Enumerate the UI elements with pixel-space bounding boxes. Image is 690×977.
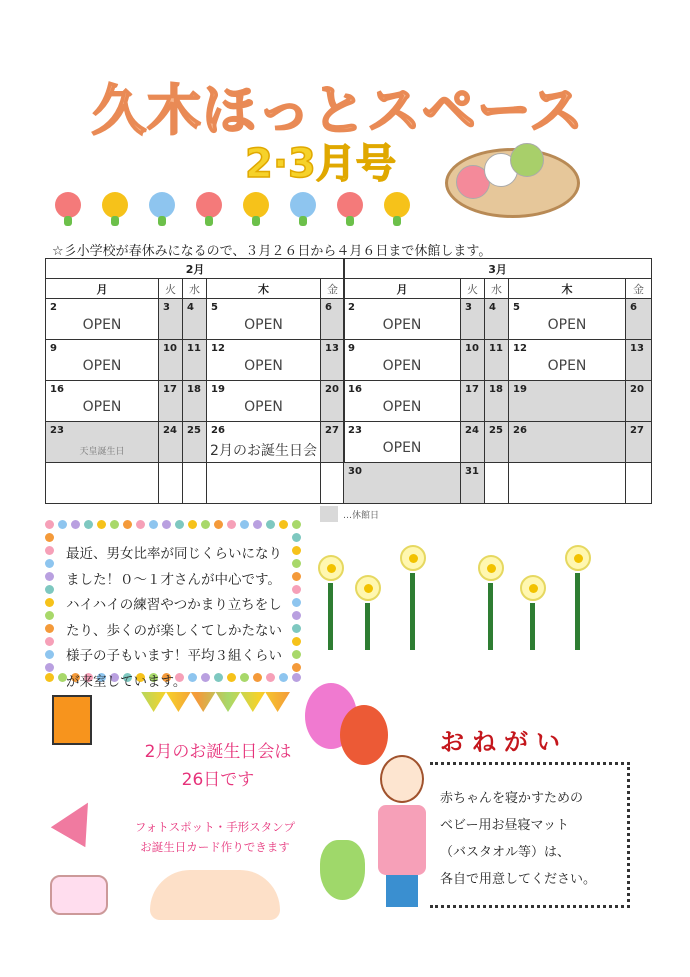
- border-dot: [292, 650, 301, 659]
- day-number: 24: [163, 425, 177, 436]
- tulip-icon: [384, 192, 410, 218]
- day-status: OPEN: [82, 399, 122, 415]
- day-number: 23: [348, 425, 362, 436]
- weekday-header: 火: [461, 279, 485, 299]
- day-status: OPEN: [547, 317, 587, 333]
- border-dot: [292, 673, 301, 682]
- day-number: 13: [630, 343, 644, 354]
- border-dot: [97, 520, 106, 529]
- day-number: 26: [513, 425, 527, 436]
- day-cell: [485, 463, 509, 504]
- day-number: 5: [211, 302, 218, 313]
- border-dot: [45, 611, 54, 620]
- calendar-week-row: [344, 422, 652, 463]
- border-dot: [292, 533, 301, 542]
- closed-day-cell: [183, 299, 207, 340]
- narcissus-flower-icon: [478, 555, 504, 581]
- weekday-header: 月: [344, 279, 461, 299]
- day-cell: [207, 381, 321, 422]
- border-dot: [71, 520, 80, 529]
- closed-day-cell: [159, 381, 183, 422]
- day-number: 16: [50, 384, 64, 395]
- day-number: 25: [187, 425, 201, 436]
- gift-box-icon: [52, 695, 92, 745]
- day-number: 16: [348, 384, 362, 395]
- dango-ball-icon: [510, 143, 544, 177]
- closed-legend-label: …休館日: [343, 511, 380, 521]
- day-number: 26: [211, 425, 225, 436]
- birthday-line-1: 2月のお誕生日会は: [144, 742, 292, 762]
- calendar-week-row: [46, 299, 345, 340]
- calendar-march: [343, 258, 652, 504]
- narcissus-flower-icon: [355, 575, 381, 601]
- border-dot: [292, 637, 301, 646]
- party-popper-icon: [51, 793, 106, 848]
- day-cell: [46, 463, 159, 504]
- day-cell: [344, 299, 461, 340]
- day-cell: [46, 340, 159, 381]
- closed-day-cell: [321, 299, 345, 340]
- day-cell: [207, 422, 321, 463]
- border-dot: [84, 520, 93, 529]
- birthday-sub-2: お誕生日カード作りできます: [140, 840, 290, 854]
- closed-day-cell: [461, 463, 485, 504]
- day-number: 4: [187, 302, 194, 313]
- border-dot: [214, 520, 223, 529]
- day-number: 5: [513, 302, 520, 313]
- tulip-icon: [102, 192, 128, 218]
- closed-day-cell: [485, 381, 509, 422]
- stem-icon: [530, 603, 535, 650]
- closed-day-cell: [321, 381, 345, 422]
- day-cell: [344, 340, 461, 381]
- border-dot: [292, 572, 301, 581]
- day-number: 18: [489, 384, 503, 395]
- calendar-february: [45, 258, 345, 504]
- tulip-icon: [149, 192, 175, 218]
- day-status: OPEN: [82, 317, 122, 333]
- day-cell: [509, 299, 626, 340]
- closed-day-cell: [461, 422, 485, 463]
- day-number: 12: [513, 343, 527, 354]
- closed-day-cell: [626, 422, 652, 463]
- day-number: 17: [163, 384, 177, 395]
- day-cell: [344, 381, 461, 422]
- border-dot: [45, 559, 54, 568]
- border-dot: [292, 624, 301, 633]
- day-number: 4: [489, 302, 496, 313]
- border-dot: [45, 585, 54, 594]
- calendar-week-row: [344, 381, 652, 422]
- closed-day-cell: [183, 340, 207, 381]
- weekday-header: 金: [626, 279, 652, 299]
- tulip-icon: [243, 192, 269, 218]
- border-dot: [292, 546, 301, 555]
- day-number: 31: [465, 466, 479, 477]
- weekday-header: 木: [509, 279, 626, 299]
- day-status: OPEN: [382, 358, 422, 374]
- border-dot: [136, 520, 145, 529]
- info-text: 最近、男女比率が同じくらいになりました！０～１才さんが中心です。ハイハイの練習やつかまり立ちをしたり、歩くのが楽しくてしかたない様子の子もいます！平均３組くらいが来室しています。: [66, 546, 282, 690]
- stem-icon: [328, 583, 333, 650]
- closed-day-cell: [159, 299, 183, 340]
- day-status: OPEN: [547, 358, 587, 374]
- tulip-icon: [55, 192, 81, 218]
- closed-day-cell: [509, 422, 626, 463]
- day-status: OPEN: [82, 358, 122, 374]
- closed-day-cell: [183, 381, 207, 422]
- border-dot: [58, 520, 67, 529]
- day-number: 2: [348, 302, 355, 313]
- border-dot: [123, 520, 132, 529]
- narcissus-flower-icon: [520, 575, 546, 601]
- month-header: 2月: [46, 259, 345, 279]
- birthday-line-2: 26日です: [181, 770, 255, 790]
- closed-day-cell: [626, 340, 652, 381]
- stem-icon: [365, 603, 370, 650]
- day-cell: [321, 463, 345, 504]
- border-dot: [292, 663, 301, 672]
- day-number: 10: [163, 343, 177, 354]
- day-number: 3: [465, 302, 472, 313]
- day-number: 19: [211, 384, 225, 395]
- border-dot: [45, 572, 54, 581]
- day-number: 3: [163, 302, 170, 313]
- day-status: OPEN: [382, 317, 422, 333]
- birthday-sub-1: フォトスポット・手形スタンプ: [134, 820, 296, 834]
- day-number: 11: [489, 343, 503, 354]
- newsletter-title: 久木ほっとスペース: [92, 79, 585, 142]
- border-dot: [110, 520, 119, 529]
- border-dot: [45, 533, 54, 542]
- mother-illustration: [372, 755, 432, 910]
- weekday-header: 月: [46, 279, 159, 299]
- closed-day-cell: [626, 299, 652, 340]
- day-number: 24: [465, 425, 479, 436]
- stem-icon: [575, 573, 580, 650]
- closed-day-cell: [159, 340, 183, 381]
- tulip-icon: [196, 192, 222, 218]
- day-cell: [207, 299, 321, 340]
- birthday-announcement: [128, 738, 308, 794]
- request-line: 赤ちゃんを寝かすための: [440, 791, 584, 806]
- closed-day-cell: [626, 381, 652, 422]
- border-dot: [292, 520, 301, 529]
- border-dot: [149, 520, 158, 529]
- request-text: [440, 785, 596, 893]
- day-number: 23: [50, 425, 64, 436]
- gift-bag-icon: [320, 840, 365, 900]
- request-line: ベビー用お昼寝マット: [440, 818, 569, 833]
- day-cell: [626, 463, 652, 504]
- day-status: 天皇誕生日: [79, 447, 125, 457]
- day-number: 6: [630, 302, 637, 313]
- closed-day-cell: [461, 299, 485, 340]
- request-line: （バスタオル等）は、: [440, 845, 571, 860]
- day-number: 6: [325, 302, 332, 313]
- day-number: 27: [630, 425, 644, 436]
- closed-day-cell: [485, 422, 509, 463]
- day-number: 18: [187, 384, 201, 395]
- request-line: 各自で用意してください。: [440, 872, 597, 887]
- calendar-week-row: [344, 299, 652, 340]
- border-dot: [45, 624, 54, 633]
- closed-day-cell: [46, 422, 159, 463]
- calendar-week-row: [46, 422, 345, 463]
- bunting-flags-icon: [135, 692, 290, 712]
- day-cell: [509, 340, 626, 381]
- border-dot: [45, 650, 54, 659]
- tulip-icon: [337, 192, 363, 218]
- border-dot: [292, 598, 301, 607]
- day-number: 9: [50, 343, 57, 354]
- day-number: 25: [489, 425, 503, 436]
- closed-day-cell: [485, 340, 509, 381]
- stem-icon: [488, 583, 493, 650]
- weekday-header: 火: [159, 279, 183, 299]
- day-cell: [46, 381, 159, 422]
- border-dot: [253, 520, 262, 529]
- closed-day-cell: [509, 381, 626, 422]
- border-dot: [45, 546, 54, 555]
- border-dot: [45, 637, 54, 646]
- closed-day-cell: [183, 422, 207, 463]
- border-dot: [240, 520, 249, 529]
- closed-day-cell: [461, 381, 485, 422]
- border-dot: [45, 598, 54, 607]
- border-dot: [292, 559, 301, 568]
- weekday-header: 水: [485, 279, 509, 299]
- day-cell: [46, 299, 159, 340]
- stem-icon: [410, 573, 415, 650]
- narcissus-flower-icon: [565, 545, 591, 571]
- day-number: 11: [187, 343, 201, 354]
- weekday-header: 水: [183, 279, 207, 299]
- dango-plate-illustration: [445, 148, 580, 218]
- day-number: 9: [348, 343, 355, 354]
- border-dot: [201, 520, 210, 529]
- weekday-header: 金: [321, 279, 345, 299]
- request-title: おねがい: [440, 728, 568, 756]
- day-status: 2月のお誕生日会: [210, 443, 317, 459]
- border-dot: [45, 663, 54, 672]
- border-dot: [266, 520, 275, 529]
- border-dot: [279, 520, 288, 529]
- closed-day-cell: [485, 299, 509, 340]
- day-number: 27: [325, 425, 339, 436]
- calendar-week-row: [46, 463, 345, 504]
- narcissus-flower-icon: [318, 555, 344, 581]
- border-dot: [162, 520, 171, 529]
- border-dot: [188, 520, 197, 529]
- border-dot: [45, 673, 54, 682]
- closed-day-cell: [159, 422, 183, 463]
- border-dot: [292, 611, 301, 620]
- closed-legend-swatch: [320, 506, 338, 522]
- closed-day-cell: [344, 463, 461, 504]
- border-dot: [175, 520, 184, 529]
- border-dot: [45, 520, 54, 529]
- day-cell: [207, 340, 321, 381]
- day-cell: [344, 422, 461, 463]
- day-cell: [159, 463, 183, 504]
- closed-day-cell: [461, 340, 485, 381]
- closed-day-cell: [321, 422, 345, 463]
- calendar-week-row: [46, 381, 345, 422]
- narcissus-flower-icon: [400, 545, 426, 571]
- day-status: OPEN: [244, 317, 283, 333]
- day-number: 20: [325, 384, 339, 395]
- weekday-header: 木: [207, 279, 321, 299]
- day-cell: [509, 463, 626, 504]
- day-number: 17: [465, 384, 479, 395]
- day-number: 12: [211, 343, 225, 354]
- border-dot: [292, 585, 301, 594]
- day-status: OPEN: [382, 440, 422, 456]
- day-number: 20: [630, 384, 644, 395]
- day-status: OPEN: [244, 358, 283, 374]
- day-status: OPEN: [244, 399, 283, 415]
- birthday-activities: [110, 817, 320, 857]
- day-number: 13: [325, 343, 339, 354]
- day-number: 10: [465, 343, 479, 354]
- closure-notice: ☆彡小学校が春休みになるので、３月２６日から４月６日まで休館します。: [52, 244, 492, 259]
- day-number: 2: [50, 302, 57, 313]
- calendar-week-row: [344, 463, 652, 504]
- day-number: 30: [348, 466, 362, 477]
- day-cell: [183, 463, 207, 504]
- month-header: 3月: [344, 259, 652, 279]
- day-status: OPEN: [382, 399, 422, 415]
- day-cell: [207, 463, 321, 504]
- border-dot: [227, 520, 236, 529]
- children-party-illustration: [150, 870, 280, 920]
- calendar-week-row: [344, 340, 652, 381]
- tulip-icon: [290, 192, 316, 218]
- issue-label: 2·3月号: [245, 141, 396, 187]
- day-number: 19: [513, 384, 527, 395]
- birthday-cake-icon: [50, 875, 108, 915]
- calendar-week-row: [46, 340, 345, 381]
- closed-day-cell: [321, 340, 345, 381]
